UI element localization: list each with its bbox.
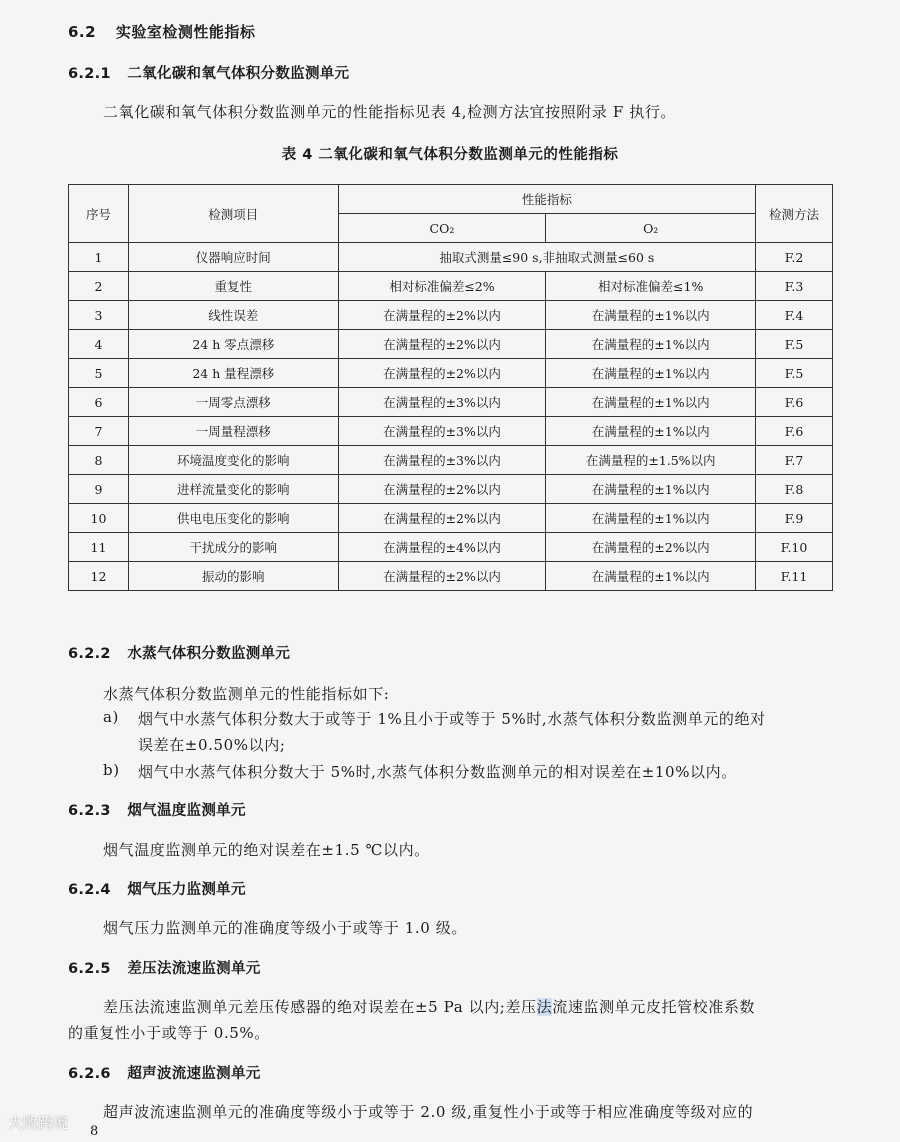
table-row (69, 330, 833, 359)
cell-item: 线性误差 (128, 301, 338, 330)
table-row (69, 272, 833, 301)
paragraph-6-2-5-line2: 的重复性小于或等于 0.5%。 (68, 1024, 270, 1042)
cell-seq: 2 (69, 272, 129, 301)
cell-method: F.6 (756, 388, 833, 417)
cell-co2: 在满量程的±2%以内 (338, 562, 546, 591)
performance-table (68, 184, 833, 591)
paragraph-6-2-5-line1 (103, 996, 755, 1017)
cell-item: 重复性 (128, 272, 338, 301)
cell-method: F.3 (756, 272, 833, 301)
list-item-b (103, 761, 120, 779)
section-heading-6-2 (68, 21, 255, 42)
section-title: 差压法流速监测单元 (127, 961, 261, 977)
cell-o2: 在满量程的±2%以内 (546, 533, 756, 562)
text-run: 差压法流速监测单元差压传感器的绝对误差在±5 Pa 以内;差压 (103, 998, 537, 1016)
cell-seq: 3 (69, 301, 129, 330)
cell-method: F.10 (756, 533, 833, 562)
header-item: 检测项目 (128, 185, 338, 243)
section-heading-6-2-6 (68, 1062, 261, 1083)
cell-seq: 4 (69, 330, 129, 359)
header-performance: 性能指标 (338, 185, 755, 214)
list-item-b-line1: 烟气中水蒸气体积分数大于 5%时,水蒸气体积分数监测单元的相对误差在±10%以内。 (138, 763, 737, 781)
cell-method: F.2 (756, 243, 833, 272)
cell-method: F.4 (756, 301, 833, 330)
table-row (69, 359, 833, 388)
cell-seq: 1 (69, 243, 129, 272)
cell-performance-merged: 抽取式测量≤90 s,非抽取式测量≤60 s (338, 243, 755, 272)
cell-seq: 7 (69, 417, 129, 446)
page-number: 8 (90, 1124, 99, 1139)
list-item-a (103, 708, 119, 726)
section-number: 6.2 (68, 23, 97, 41)
cell-co2: 相对标准偏差≤2% (338, 272, 546, 301)
cell-method: F.5 (756, 359, 833, 388)
section-heading-6-2-4 (68, 878, 246, 899)
paragraph-6-2-3: 烟气温度监测单元的绝对误差在±1.5 ℃以内。 (103, 841, 430, 859)
highlighted-text: 法 (536, 998, 553, 1016)
section-number: 6.2.4 (68, 882, 111, 898)
section-number: 6.2.1 (68, 66, 111, 82)
cell-co2: 在满量程的±3%以内 (338, 388, 546, 417)
cell-o2: 在满量程的±1%以内 (546, 475, 756, 504)
cell-item: 振动的影响 (128, 562, 338, 591)
cell-method: F.6 (756, 417, 833, 446)
cell-co2: 在满量程的±2%以内 (338, 504, 546, 533)
cell-o2: 在满量程的±1.5%以内 (546, 446, 756, 475)
text-run: 流速监测单元皮托管校准系数 (552, 998, 756, 1016)
cell-o2: 在满量程的±1%以内 (546, 417, 756, 446)
cell-item: 一周量程漂移 (128, 417, 338, 446)
section-heading-6-2-1 (68, 62, 349, 83)
section-heading-6-2-2 (68, 642, 290, 663)
list-label: a) (103, 708, 119, 726)
section-title: 水蒸气体积分数监测单元 (127, 646, 291, 662)
table-row (69, 562, 833, 591)
paragraph-6-2-6-line1: 超声波流速监测单元的准确度等级小于或等于 2.0 级,重复性小于或等于相应准确度等级对应的 (103, 1103, 754, 1121)
cell-item: 环境温度变化的影响 (128, 446, 338, 475)
cell-method: F.11 (756, 562, 833, 591)
table-row (69, 243, 833, 272)
header-o2: O₂ (546, 214, 756, 243)
cell-item: 24 h 零点漂移 (128, 330, 338, 359)
cell-o2: 在满量程的±1%以内 (546, 562, 756, 591)
cell-method: F.8 (756, 475, 833, 504)
cell-seq: 5 (69, 359, 129, 388)
cell-seq: 9 (69, 475, 129, 504)
cell-o2: 在满量程的±1%以内 (546, 301, 756, 330)
cell-seq: 10 (69, 504, 129, 533)
cell-co2: 在满量程的±2%以内 (338, 475, 546, 504)
section-heading-6-2-5 (68, 957, 261, 978)
cell-method: F.9 (756, 504, 833, 533)
header-co2: CO₂ (338, 214, 546, 243)
table-caption: 表 4 二氧化碳和氧气体积分数监测单元的性能指标 (281, 147, 619, 163)
section-title: 超声波流速监测单元 (127, 1066, 261, 1082)
section-heading-6-2-3 (68, 799, 246, 820)
cell-item: 进样流量变化的影响 (128, 475, 338, 504)
list-item-a-line2: 误差在±0.50%以内; (138, 736, 286, 754)
cell-co2: 在满量程的±3%以内 (338, 446, 546, 475)
section-number: 6.2.2 (68, 646, 111, 662)
section-number: 6.2.6 (68, 1066, 111, 1082)
section-title: 烟气温度监测单元 (127, 803, 246, 819)
cell-co2: 在满量程的±4%以内 (338, 533, 546, 562)
cell-method: F.7 (756, 446, 833, 475)
cell-o2: 在满量程的±1%以内 (546, 388, 756, 417)
cell-method: F.5 (756, 330, 833, 359)
section-title: 烟气压力监测单元 (127, 882, 246, 898)
list-item-a-line1: 烟气中水蒸气体积分数大于或等于 1%且小于或等于 5%时,水蒸气体积分数监测单元的绝对 (138, 710, 766, 728)
paragraph-6-2-1: 二氧化碳和氧气体积分数监测单元的性能指标见表 4,检测方法宜按照附录 F 执行。 (103, 103, 677, 121)
cell-o2: 在满量程的±1%以内 (546, 359, 756, 388)
header-method: 检测方法 (756, 185, 833, 243)
table-row (69, 533, 833, 562)
cell-seq: 6 (69, 388, 129, 417)
cell-o2: 在满量程的±1%以内 (546, 504, 756, 533)
cell-co2: 在满量程的±3%以内 (338, 417, 546, 446)
paragraph-6-2-4: 烟气压力监测单元的准确度等级小于或等于 1.0 级。 (103, 919, 467, 937)
table-row (69, 504, 833, 533)
cell-seq: 8 (69, 446, 129, 475)
cell-item: 一周零点漂移 (128, 388, 338, 417)
cell-co2: 在满量程的±2%以内 (338, 330, 546, 359)
cell-co2: 在满量程的±2%以内 (338, 301, 546, 330)
section-title: 二氧化碳和氧气体积分数监测单元 (127, 66, 350, 82)
cell-o2: 相对标准偏差≤1% (546, 272, 756, 301)
table-row (69, 417, 833, 446)
table-row (69, 475, 833, 504)
section-number: 6.2.3 (68, 803, 111, 819)
section-number: 6.2.5 (68, 961, 111, 977)
paragraph-6-2-2-intro: 水蒸气体积分数监测单元的性能指标如下: (103, 685, 390, 703)
cell-item: 干扰成分的影响 (128, 533, 338, 562)
cell-item: 24 h 量程漂移 (128, 359, 338, 388)
table-row (69, 388, 833, 417)
table-row (69, 301, 833, 330)
cell-seq: 12 (69, 562, 129, 591)
watermark-logo: 大败跨境 (8, 1114, 69, 1132)
section-title: 实验室检测性能指标 (115, 23, 256, 41)
list-label: b) (103, 761, 120, 779)
cell-seq: 11 (69, 533, 129, 562)
header-seq: 序号 (69, 185, 129, 243)
cell-co2: 在满量程的±2%以内 (338, 359, 546, 388)
table-row (69, 446, 833, 475)
cell-item: 供电电压变化的影响 (128, 504, 338, 533)
cell-item: 仪器响应时间 (128, 243, 338, 272)
table-body (69, 243, 833, 591)
cell-o2: 在满量程的±1%以内 (546, 330, 756, 359)
